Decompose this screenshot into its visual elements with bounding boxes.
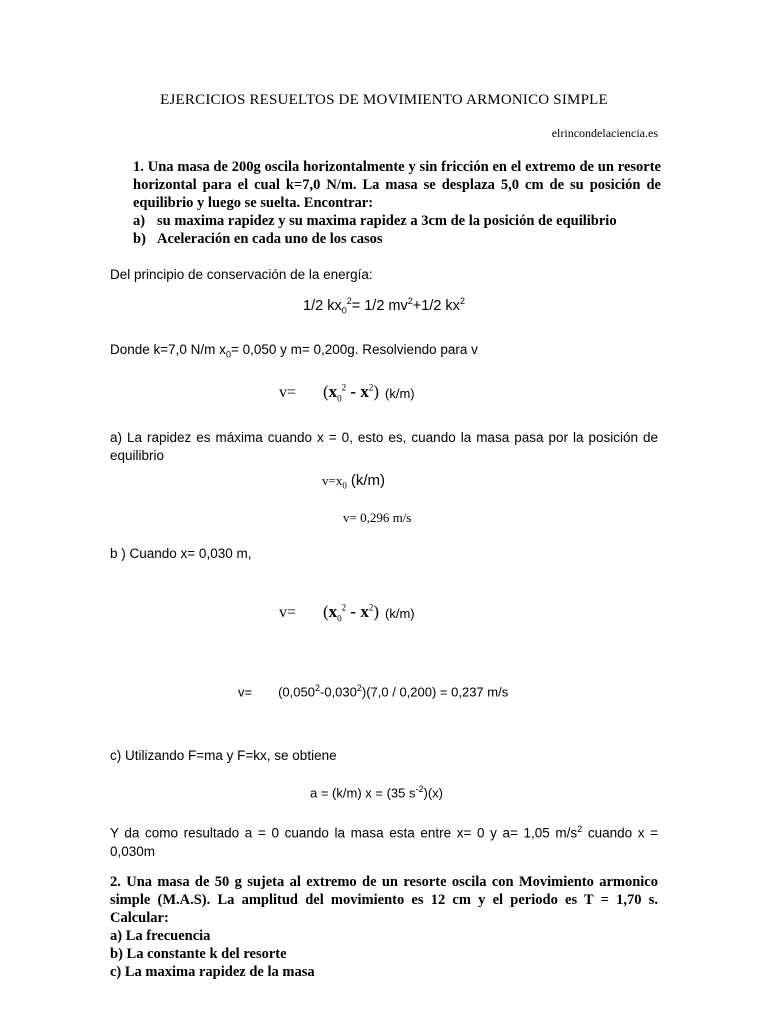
problem-2-option-b: b) La constante k del resorte xyxy=(110,946,287,962)
part-a-text: a) La rapidez es máxima cuando x = 0, esto es, cuando la masa pasa por la posición de equilibrio xyxy=(110,430,658,463)
problem-1-option-b: b) Aceleración en cada uno de los casos xyxy=(133,231,383,247)
result-text: Y da como resultado a = 0 cuando la masa esta entre x= 0 y a= 1,05 $m/s^2$ cuando x = 0,030m xyxy=(110,824,658,859)
conservation-text: Del principio de conservación de la energía: xyxy=(110,267,373,282)
problem-2-statement: 2. Una masa de 50 g sujeta al extremo de un resorte oscila con Movimiento armonico simple (M.A.S). La amplitud del movimiento es 12 cm y el periodo es T = 1,70 s. Calcular: xyxy=(110,874,658,926)
document-title: EJERCICIOS RESUELTOS DE MOVIMIENTO ARMONICO SIMPLE xyxy=(160,92,608,108)
problem-2-option-c: c) La maxima rapidez de la masa xyxy=(110,964,315,980)
problem-2 xyxy=(110,873,658,981)
donde-text: Donde k=7,0 N/m $x_0= 0,050$ y m= 0,200g. Resolviendo para v xyxy=(110,342,478,360)
problem-1-statement: 1. Una masa de 200g oscila horizontalmente y sin fricción en el extremo de un resorte horizontal para el cual k=7,0 N/m. La masa se desplaza 5,0 cm de su posición de equilibrio y luego se suelta. Encontrar: xyxy=(133,159,661,211)
problem-1 xyxy=(133,158,661,248)
velocity-max-equation: $v=x_0$ (k/m) xyxy=(322,472,385,491)
part-c-text: c) Utilizando F=ma y F=kx, se obtiene xyxy=(110,748,337,763)
problem-2-option-a: a) La frecuencia xyxy=(110,928,211,944)
velocity-max-result: v= 0,296 m/s xyxy=(343,510,412,525)
problem-1-option-a: a) su maxima rapidez y su maxima rapidez a 3cm de la posición de equilibrio xyxy=(133,213,617,229)
velocity-equation-2: v= $(x_0^2 - x^2)$ (k/m) xyxy=(279,602,415,624)
source-site: elrincondelaciencia.es xyxy=(551,126,658,140)
acceleration-equation: a = (k/m) x = (35 $s^{-2})(x)$ xyxy=(310,784,443,801)
energy-equation: 1/2 $kx_0^2= 1/2$ $mv^2+1/2$ $kx^2$ xyxy=(303,296,465,316)
velocity-at-x-equation: $v= (0,050^2-0,030^2)(7,0 / 0,200) = 0,237$ m/s xyxy=(238,683,509,700)
velocity-equation-1: v= $(x_0^2 - x^2)$ (k/m) xyxy=(279,382,415,404)
part-b-text: b ) Cuando x= 0,030 m, xyxy=(110,546,252,561)
